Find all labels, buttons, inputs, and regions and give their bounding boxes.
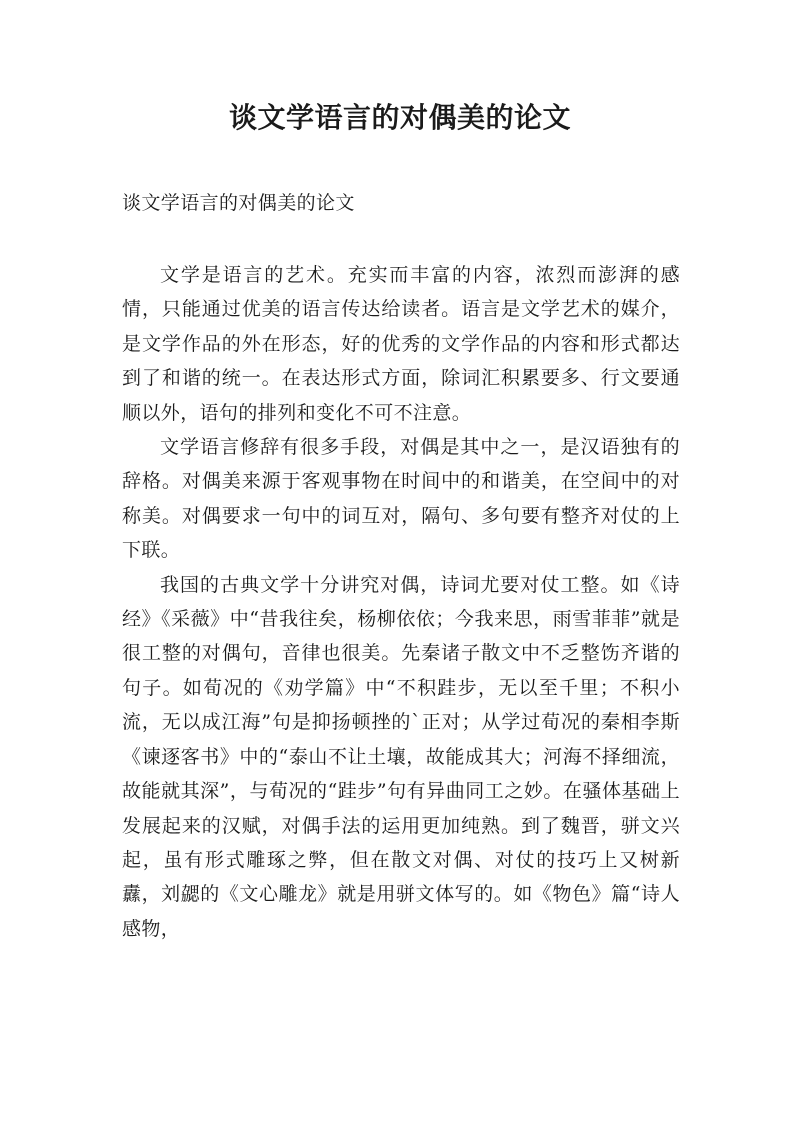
body-paragraph: 文学是语言的艺术。充实而丰富的内容，浓烈而澎湃的感情，只能通过优美的语言传达给读者。语言是文学艺术的媒介，是文学作品的外在形态，好的优秀的文学作品的内容和形式都达到了和谐的统一。在表达形式方面，除词汇积累要多、行文要通顺以外，语句的排列和变化不可不注意。 xyxy=(122,264,680,424)
body-paragraph: 我国的古典文学十分讲究对偶，诗词尤要对仗工整。如《诗经》《采薇》中“昔我往矣，杨柳依依；今我来思，雨雪菲菲”就是很工整的对偶句，音律也很美。先秦诸子散文中不乏整饬齐谐的句子。如荀况的《劝学篇》中“不积跬步，无以至千里；不积小流，无以成江海”句是抑扬顿挫的`正对；从学过荀况的秦相李斯《谏逐客书》中的“泰山不让土壤，故能成其大；河海不择细流，故能就其深”，与荀况的“跬步”句有异曲同工之妙。在骚体基础上发展起来的汉赋，对偶手法的运用更加纯熟。到了魏晋，骈文兴起，虽有形式雕琢之弊，但在散文对偶、对仗的技巧上又树新纛，刘勰的《文心雕龙》就是用骈文体写的。如《物色》篇“诗人感物， xyxy=(122,573,680,940)
document-subtitle: 谈文学语言的对偶美的论文 xyxy=(122,192,355,214)
body-paragraph: 文学语言修辞有很多手段，对偶是其中之一，是汉语独有的辞格。对偶美来源于客观事物在时间中的和谐美，在空间中的对称美。对偶要求一句中的词互对，隔句、多句要有整齐对仗的上下联。 xyxy=(122,436,680,562)
document-body xyxy=(122,258,680,946)
document-title: 谈文学语言的对偶美的论文 xyxy=(228,101,571,134)
